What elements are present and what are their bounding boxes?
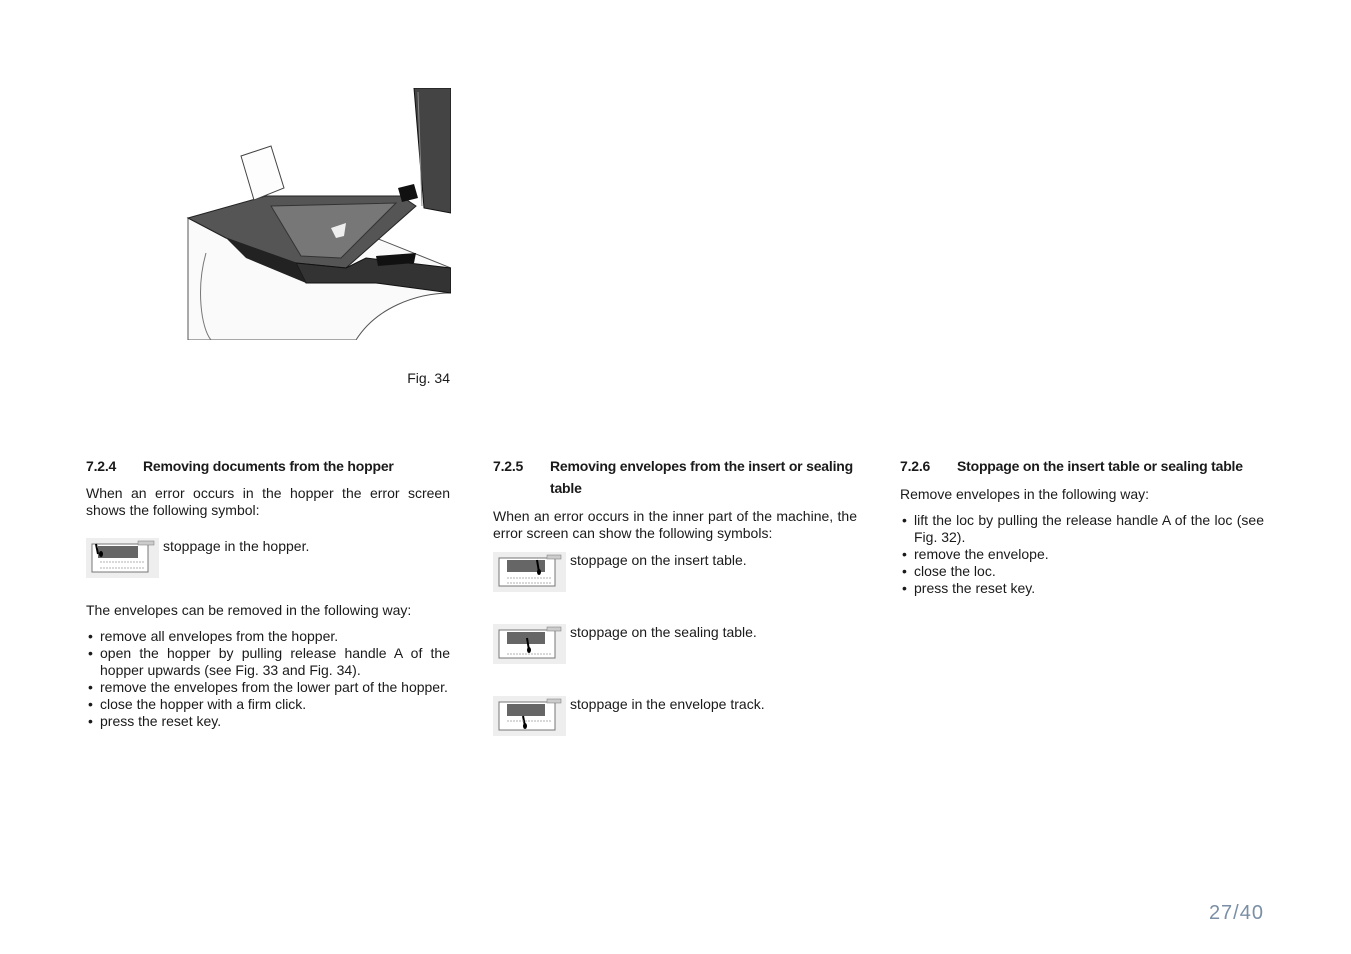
list-item: • remove all envelopes from the hopper. — [86, 628, 450, 645]
sealing-table-stoppage-symbol-icon — [493, 624, 566, 664]
page-number: 27/40 — [1208, 902, 1264, 924]
symbol-label: stoppage on the sealing table. — [570, 624, 757, 640]
steps-list — [900, 512, 1264, 597]
list-item: • lift the loc by pulling the release handle A of the loc (see Fig. 32). — [900, 512, 1264, 546]
envelope-track-stoppage-symbol-icon — [493, 696, 566, 736]
section-intro: Remove envelopes in the following way: — [900, 486, 1150, 502]
section-7-2-5 — [493, 455, 857, 736]
hopper-stoppage-symbol-icon — [86, 538, 159, 578]
section-7-2-4 — [86, 455, 450, 730]
steps-list — [86, 628, 450, 730]
section-heading — [900, 455, 1264, 477]
section-outro: The envelopes can be removed in the following way: — [86, 602, 412, 618]
section-number: 7.2.4 — [86, 458, 117, 474]
section-7-2-6 — [900, 455, 1264, 597]
symbol-row — [493, 552, 857, 592]
section-heading — [86, 455, 450, 477]
section-title: Stoppage on the insert table or sealing table — [957, 458, 1243, 474]
symbol-label: stoppage in the envelope track. — [570, 696, 765, 712]
hopper-figure-illustration — [186, 88, 451, 340]
symbol-label: stoppage on the insert table. — [570, 552, 747, 568]
list-item: • press the reset key. — [900, 580, 1264, 597]
list-item: • remove the envelopes from the lower part of the hopper. — [86, 679, 450, 696]
list-item: • close the loc. — [900, 563, 1264, 580]
list-item: • close the hopper with a firm click. — [86, 696, 450, 713]
section-heading — [493, 455, 857, 499]
symbol-label: stoppage in the hopper. — [163, 538, 310, 554]
section-number: 7.2.5 — [493, 458, 524, 474]
insert-table-stoppage-symbol-icon — [493, 552, 566, 592]
list-item: • press the reset key. — [86, 713, 450, 730]
list-item: • open the hopper by pulling release handle A of the hopper upwards (see Fig. 33 and Fig. 34). — [86, 645, 450, 679]
section-title: Removing envelopes from the insert or sealing table — [550, 458, 853, 496]
section-intro: When an error occurs in the inner part of the machine, the error screen can show the following symbols: — [493, 508, 857, 541]
list-item: • remove the envelope. — [900, 546, 1264, 563]
figure-caption: Fig. 34 — [407, 370, 450, 386]
section-number: 7.2.6 — [900, 458, 931, 474]
symbol-row — [86, 538, 450, 578]
section-intro: When an error occurs in the hopper the error screen shows the following symbol: — [86, 485, 450, 518]
section-title: Removing documents from the hopper — [143, 458, 394, 474]
symbol-row — [493, 696, 857, 736]
symbol-row — [493, 624, 857, 664]
